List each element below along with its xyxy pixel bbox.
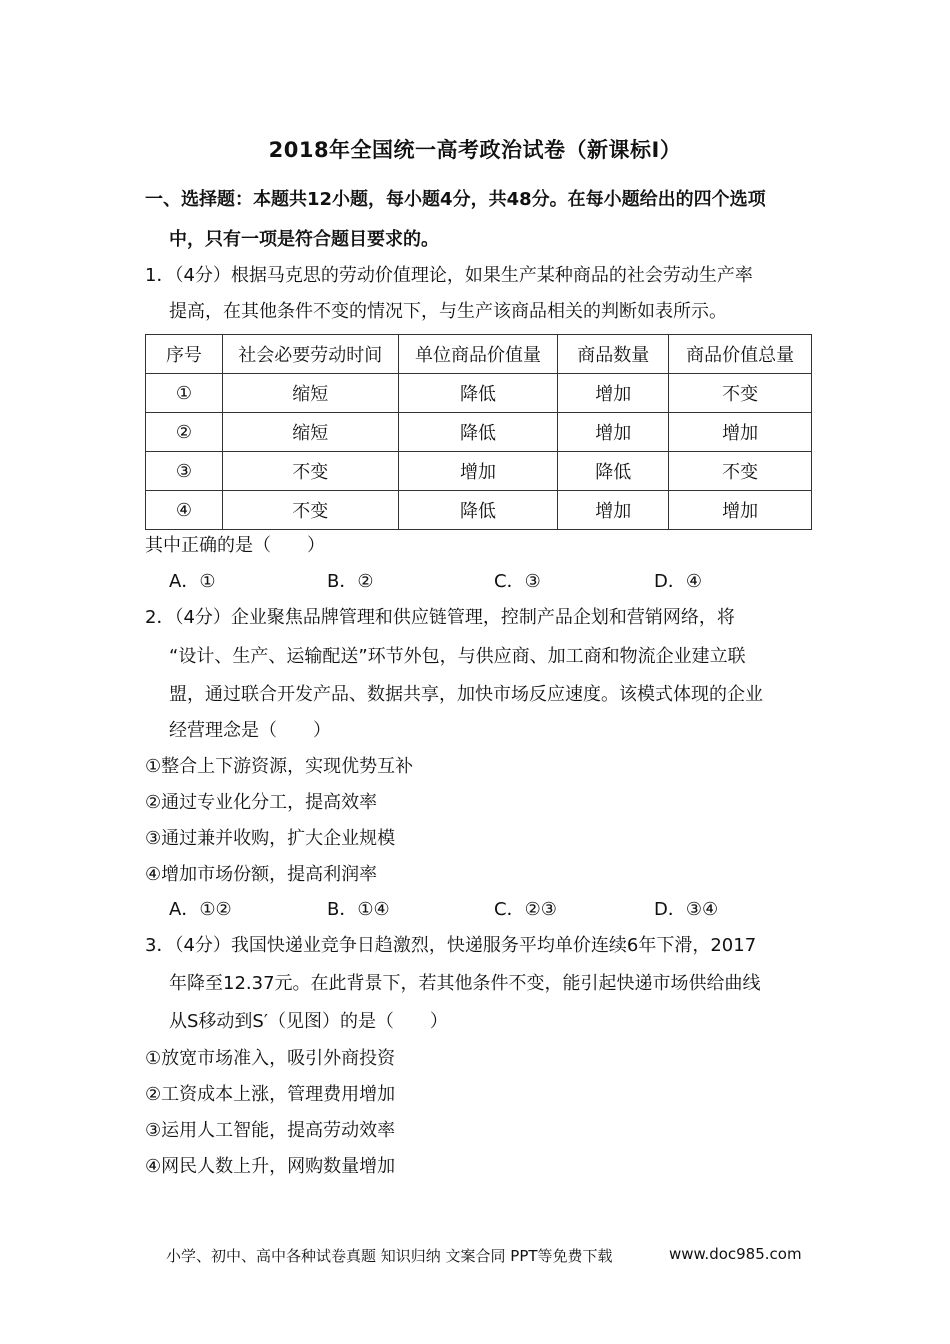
q3-stem-line1: 3．（4分）我国快递业竞争日趋激烈，快递服务平均单价连续6年下滑，2017 xyxy=(145,935,757,956)
q1-stem-line1: 1．（4分）根据马克思的劳动价值理论，如果生产某种商品的社会劳动生产率 xyxy=(145,265,753,286)
q1-prompt: 其中正确的是（ ） xyxy=(145,535,325,556)
footer-promo-text: 小学、初中、高中各种试卷真题 知识归纳 文案合同 PPT等免费下载 xyxy=(166,1247,613,1265)
table-row xyxy=(146,491,812,530)
q3-item-4: ④网民人数上升，网购数量增加 xyxy=(145,1156,396,1177)
q1-option-c[interactable]: C．③ xyxy=(494,571,541,592)
table-row xyxy=(146,374,812,413)
table-cell: ③ xyxy=(146,452,223,491)
table-cell: ② xyxy=(146,413,223,452)
section-heading-line1: 一、选择题：本题共12小题，每小题4分，共48分。在每小题给出的四个选项 xyxy=(145,189,766,210)
q2-stem-line3: 盟，通过联合开发产品、数据共享，加快市场反应速度。该模式体现的企业 xyxy=(169,684,763,705)
q3-stem-line3: 从S移动到S′（见图）的是（ ） xyxy=(169,1011,448,1032)
table-cell: 增加 xyxy=(669,491,812,530)
table-cell: 不变 xyxy=(669,374,812,413)
table-header-cell: 商品价值总量 xyxy=(669,335,812,374)
table-cell: 增加 xyxy=(558,374,669,413)
table-header-cell: 单位商品价值量 xyxy=(398,335,558,374)
q1-judgment-table xyxy=(145,334,812,530)
table-cell: 降低 xyxy=(558,452,669,491)
q2-stem-line4: 经营理念是（ ） xyxy=(169,720,331,741)
section-heading-line2: 中，只有一项是符合题目要求的。 xyxy=(169,229,439,250)
table-cell: 不变 xyxy=(222,452,398,491)
q2-item-3: ③通过兼并收购，扩大企业规模 xyxy=(145,828,396,849)
q2-option-a[interactable]: A．①② xyxy=(169,899,232,920)
q3-item-2: ②工资成本上涨，管理费用增加 xyxy=(145,1084,396,1105)
table-cell: 降低 xyxy=(398,413,558,452)
q2-option-d[interactable]: D．③④ xyxy=(654,899,719,920)
table-cell: ① xyxy=(146,374,223,413)
table-cell: 不变 xyxy=(669,452,812,491)
q3-item-3: ③运用人工智能，提高劳动效率 xyxy=(145,1120,396,1141)
q1-stem-line2: 提高，在其他条件不变的情况下，与生产该商品相关的判断如表所示。 xyxy=(169,301,727,322)
footer-website-link[interactable]: www.doc985.com xyxy=(669,1245,802,1263)
table-cell: 增加 xyxy=(669,413,812,452)
q1-option-b[interactable]: B．② xyxy=(327,571,374,592)
table-cell: 不变 xyxy=(222,491,398,530)
q2-option-c[interactable]: C．②③ xyxy=(494,899,557,920)
q1-option-d[interactable]: D．④ xyxy=(654,571,702,592)
table-row xyxy=(146,413,812,452)
q2-item-1: ①整合上下游资源，实现优势互补 xyxy=(145,756,414,777)
q3-item-1: ①放宽市场准入，吸引外商投资 xyxy=(145,1048,396,1069)
q2-option-b[interactable]: B．①④ xyxy=(327,899,390,920)
table-cell: ④ xyxy=(146,491,223,530)
q3-stem-line2: 年降至12.37元。在此背景下，若其他条件不变，能引起快递市场供给曲线 xyxy=(169,973,761,994)
table-header-cell: 商品数量 xyxy=(558,335,669,374)
q2-item-4: ④增加市场份额，提高利润率 xyxy=(145,864,378,885)
table-cell: 增加 xyxy=(398,452,558,491)
q2-stem-line1: 2．（4分）企业聚焦品牌管理和供应链管理，控制产品企划和营销网络，将 xyxy=(145,607,735,628)
q2-stem-line2: “设计、生产、运输配送”环节外包，与供应商、加工商和物流企业建立联 xyxy=(169,646,746,667)
q2-item-2: ②通过专业化分工，提高效率 xyxy=(145,792,378,813)
table-cell: 降低 xyxy=(398,374,558,413)
table-header-row xyxy=(146,335,812,374)
table-cell: 增加 xyxy=(558,491,669,530)
page-title: 2018年全国统一高考政治试卷（新课标Ⅰ） xyxy=(268,138,682,162)
table-cell: 缩短 xyxy=(222,413,398,452)
q1-option-a[interactable]: A．① xyxy=(169,571,216,592)
table-header-cell: 序号 xyxy=(146,335,223,374)
table-cell: 增加 xyxy=(558,413,669,452)
table-cell: 缩短 xyxy=(222,374,398,413)
table-header-cell: 社会必要劳动时间 xyxy=(222,335,398,374)
table-row xyxy=(146,452,812,491)
table-cell: 降低 xyxy=(398,491,558,530)
